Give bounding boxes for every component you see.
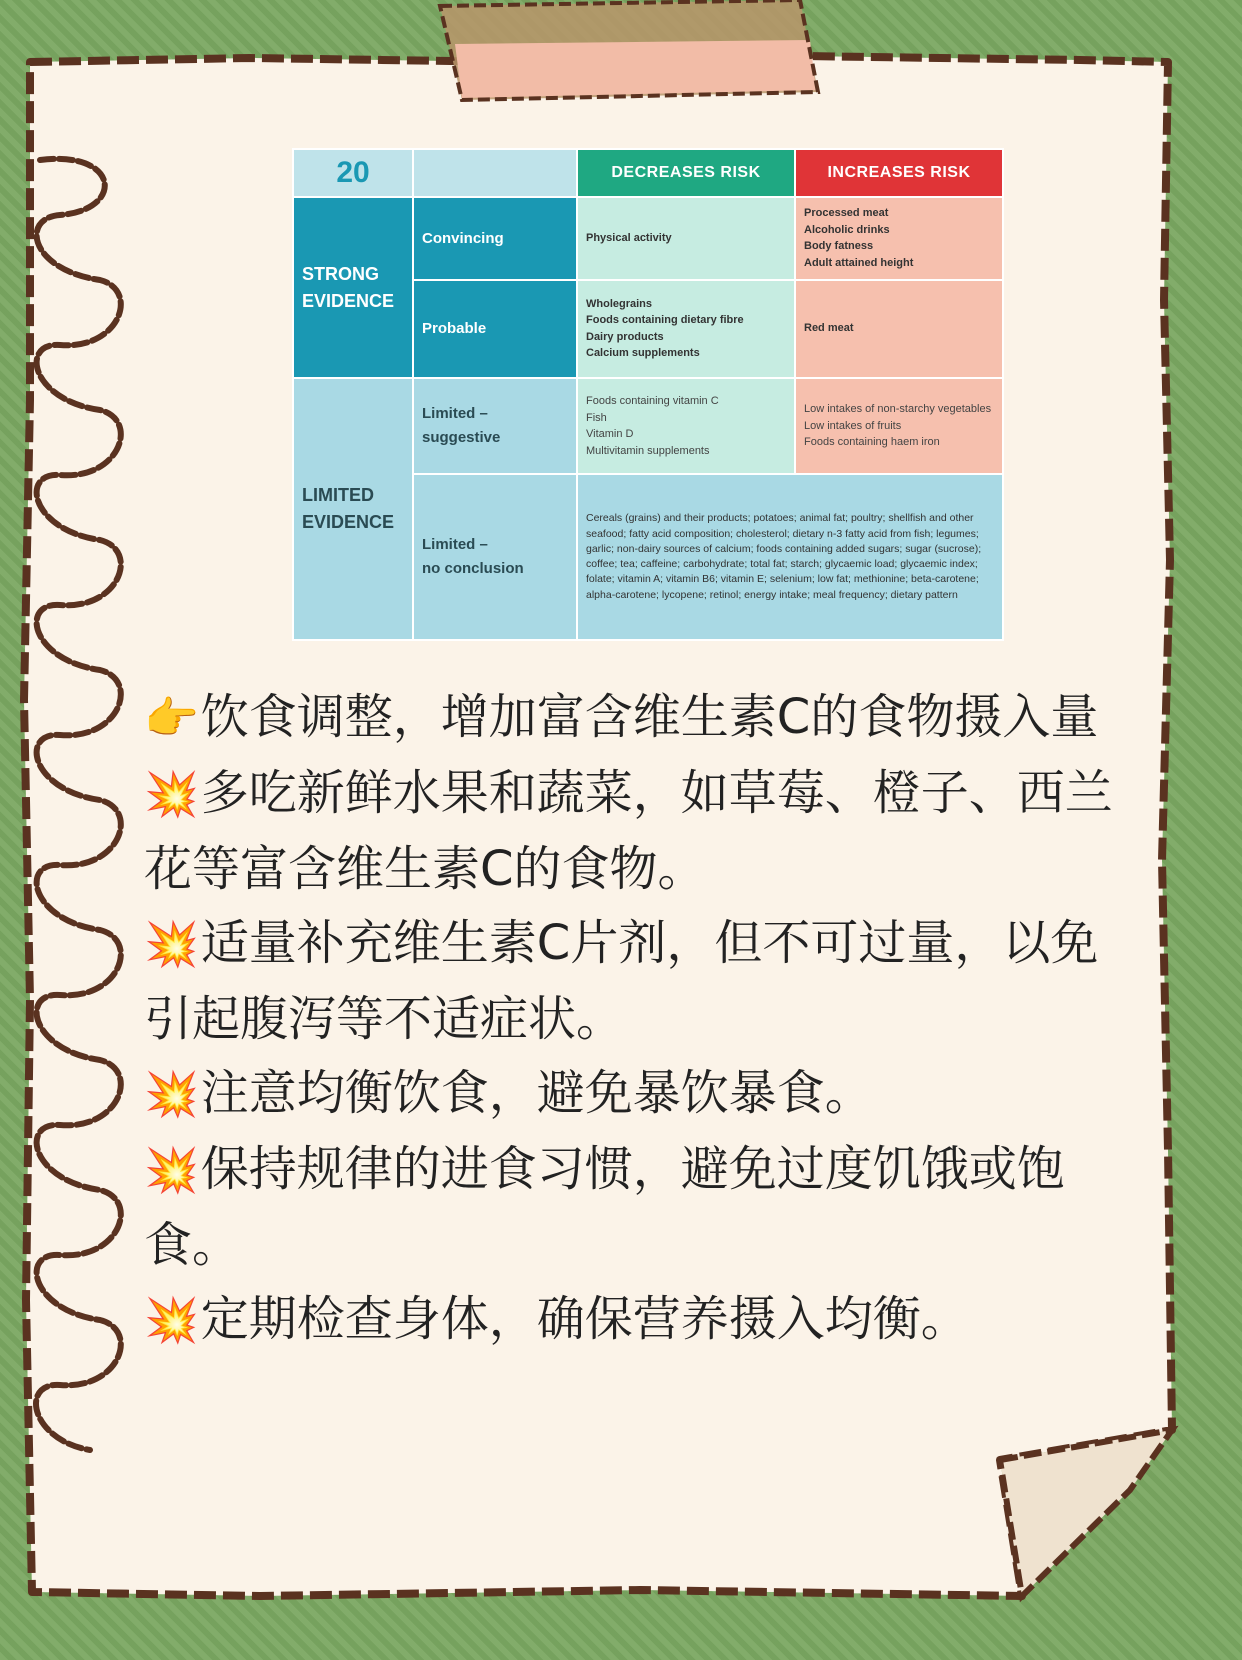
collision-icon: 💥 bbox=[144, 1145, 199, 1196]
evidence-table bbox=[292, 148, 1004, 641]
tip-line bbox=[144, 906, 1144, 1056]
limited-evidence-label bbox=[293, 378, 413, 640]
tips-text bbox=[144, 680, 1144, 1358]
table-item: Multivitamin supplements bbox=[586, 444, 710, 457]
level-line-2: no conclusion bbox=[422, 560, 524, 578]
tip-text: 保持规律的进食习惯，避免过度饥饿或饱食。 bbox=[144, 1141, 1065, 1273]
strong-label-line-2: EVIDENCE bbox=[302, 290, 395, 311]
table-item: Adult attained height bbox=[804, 256, 914, 269]
table-item: Physical activity bbox=[586, 232, 672, 245]
convincing-increases bbox=[795, 197, 1003, 279]
probable-increases bbox=[795, 280, 1003, 378]
strong-evidence-label bbox=[293, 197, 413, 378]
table-item: Calcium supplements bbox=[586, 347, 700, 360]
table-item: Body fatness bbox=[804, 240, 874, 253]
strong-label-line-1: STRONG bbox=[302, 263, 380, 284]
table-item: Foods containing vitamin C bbox=[586, 395, 719, 408]
collision-icon: 💥 bbox=[144, 1295, 199, 1346]
table-corner: 20 bbox=[293, 149, 413, 197]
limited-label-line-1: LIMITED bbox=[302, 484, 374, 505]
table-blank-header bbox=[413, 149, 577, 197]
tip-text: 饮食调整，增加富含维生素C的食物摄入量 bbox=[200, 689, 1099, 745]
tip-text: 定期检查身体，确保营养摄入均衡。 bbox=[200, 1291, 969, 1347]
level-line-2: suggestive bbox=[422, 429, 501, 447]
level-line-1: Limited – bbox=[422, 405, 488, 423]
tip-text: 注意均衡饮食，避免暴饮暴食。 bbox=[200, 1065, 873, 1121]
tip-line bbox=[144, 1132, 1144, 1282]
probable-decreases bbox=[577, 280, 795, 378]
table-item: Alcoholic drinks bbox=[804, 223, 890, 236]
table-item: Wholegrains bbox=[586, 297, 653, 310]
table-item: Foods containing haem iron bbox=[804, 436, 940, 449]
suggestive-level bbox=[413, 378, 577, 474]
pointing-hand-icon: 👉 bbox=[144, 693, 199, 744]
collision-icon: 💥 bbox=[144, 1069, 199, 1120]
table-item: Low intakes of non-starchy vegetables bbox=[804, 403, 992, 416]
washi-tape-stripe bbox=[455, 40, 816, 98]
increases-risk-header: INCREASES RISK bbox=[795, 149, 1003, 197]
table-item: Dairy products bbox=[586, 330, 664, 343]
decreases-risk-header: DECREASES RISK bbox=[577, 149, 795, 197]
table-item: Vitamin D bbox=[586, 428, 634, 441]
suggestive-increases bbox=[795, 378, 1003, 474]
collision-icon: 💥 bbox=[144, 919, 199, 970]
table-item: Fish bbox=[586, 411, 607, 424]
convincing-decreases bbox=[577, 197, 795, 279]
tip-line bbox=[144, 1056, 1144, 1132]
tip-text: 多吃新鲜水果和蔬菜，如草莓、橙子、西兰花等富含维生素C的食物。 bbox=[144, 765, 1113, 897]
table-item: Processed meat bbox=[804, 207, 889, 220]
level-line-1: Limited – bbox=[422, 536, 488, 554]
table-item: Low intakes of fruits bbox=[804, 419, 902, 432]
tip-text: 适量补充维生素C片剂，但不可过量，以免引起腹泻等不适症状。 bbox=[144, 915, 1099, 1047]
tip-line bbox=[144, 1282, 1144, 1358]
table-item: Red meat bbox=[804, 322, 854, 335]
limited-label-line-2: EVIDENCE bbox=[302, 511, 395, 532]
no-conclusion-level bbox=[413, 474, 577, 640]
convincing-level: Convincing bbox=[413, 197, 577, 279]
collision-icon: 💥 bbox=[144, 769, 199, 820]
suggestive-decreases bbox=[577, 378, 795, 474]
tip-line bbox=[144, 756, 1144, 906]
folded-corner bbox=[1000, 1430, 1172, 1596]
table-item: Foods containing dietary fibre bbox=[586, 314, 744, 327]
probable-level: Probable bbox=[413, 280, 577, 378]
tip-line bbox=[144, 680, 1144, 756]
no-conclusion-list: Cereals (grains) and their products; potatoes; animal fat; poultry; shellfish and other seafood; fatty acid composition; cholesterol; dietary n-3 fatty acid from fish; legumes; garlic; non-dairy sources of calcium; foods containing added sugars; sugar (sucrose); coffee; tea; caffeine; carbohydrate; total fat; starch; glycaemic load; glycaemic index; folate; vitamin A; vitamin B6; vitamin E; selenium; low fat; methionine; beta-carotene; alpha-carotene; lycopene; retinol; energy intake; meal frequency; dietary pattern bbox=[577, 474, 1003, 640]
